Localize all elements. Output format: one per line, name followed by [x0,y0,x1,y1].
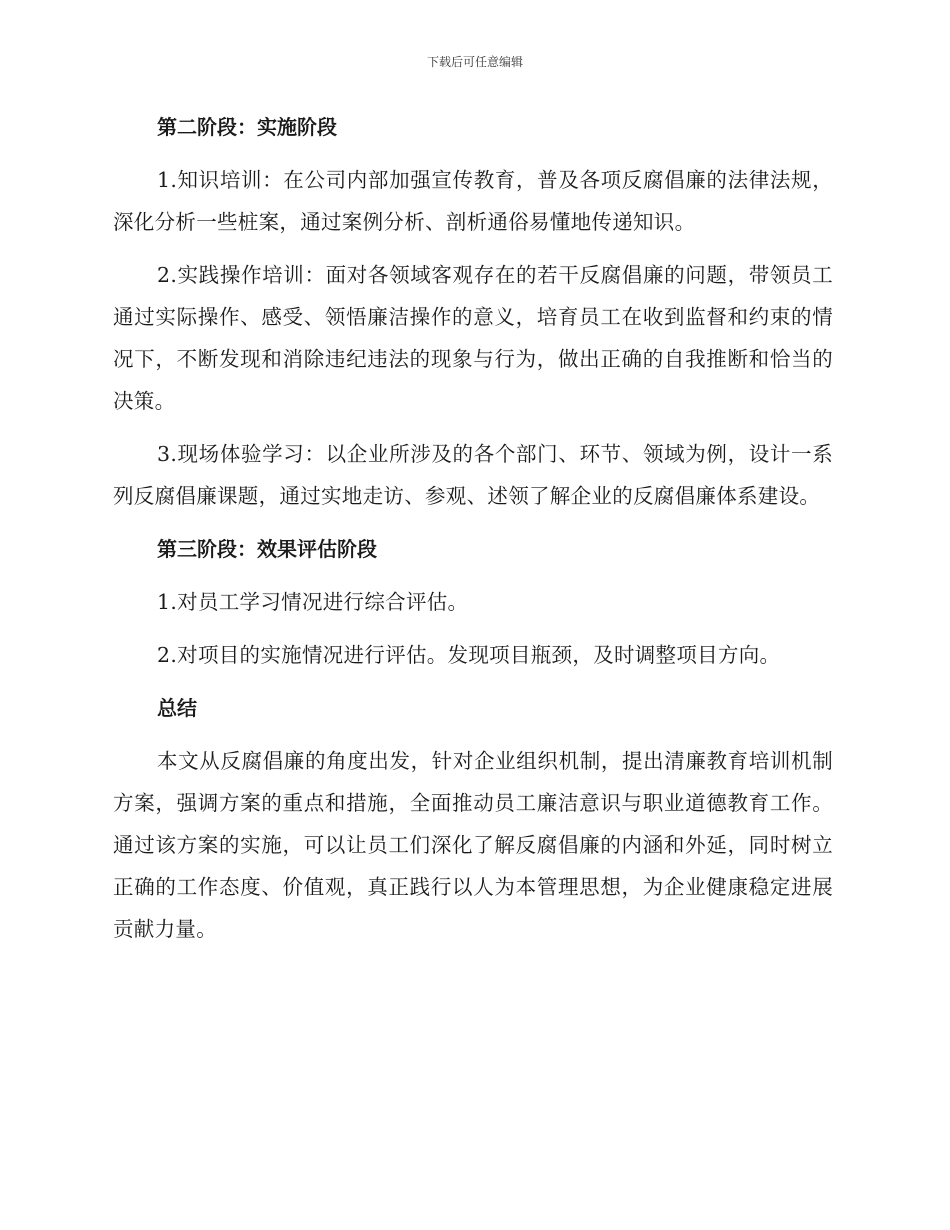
document-body [113,106,833,961]
section-heading-stage3: 第三阶段：效果评估阶段 [157,537,377,561]
paragraph-project-evaluation: 2.对项目的实施情况进行评估。发现项目瓶颈，及时调整项目方向。 [157,643,781,667]
paragraph-practice-training: 2.实践操作培训：面对各领域客观存在的若干反腐倡廉的问题，带领员工通过实际操作、感受、领悟廉洁操作的意义，培育员工在收到监督和约束的情况下，不断发现和消除违纪违法的现象与行为，做出正确的自我推断和恰当的决策。 [113,263,833,413]
paragraph-staff-evaluation: 1.对员工学习情况进行综合评估。 [157,590,469,614]
section-heading-summary: 总结 [157,696,197,720]
section-heading-stage2: 第二阶段：实施阶段 [157,115,337,139]
header-note: 下载后可任意编辑 [426,55,523,69]
paragraph-knowledge-training: 1.知识培训：在公司内部加强宣传教育，普及各项反腐倡廉的法律法规，深化分析一些桩案，通过案例分析、剖析通俗易懂地传递知识。 [113,168,833,234]
paragraph-summary: 本文从反腐倡廉的角度出发，针对企业组织机制，提出清廉教育培训机制方案，强调方案的重点和措施，全面推动员工廉洁意识与职业道德教育工作。通过该方案的实施，可以让员工们深化了解反腐倡廉的内涵和外延，同时树立正确的工作态度、价值观，真正践行以人为本管理思想，为企业健康稳定进展贡献力量。 [113,749,833,941]
paragraph-field-learning: 3.现场体验学习：以企业所涉及的各个部门、环节、领域为例，设计一系列反腐倡廉课题，通过实地走访、参观、述领了解企业的反腐倡廉体系建设。 [113,442,833,508]
